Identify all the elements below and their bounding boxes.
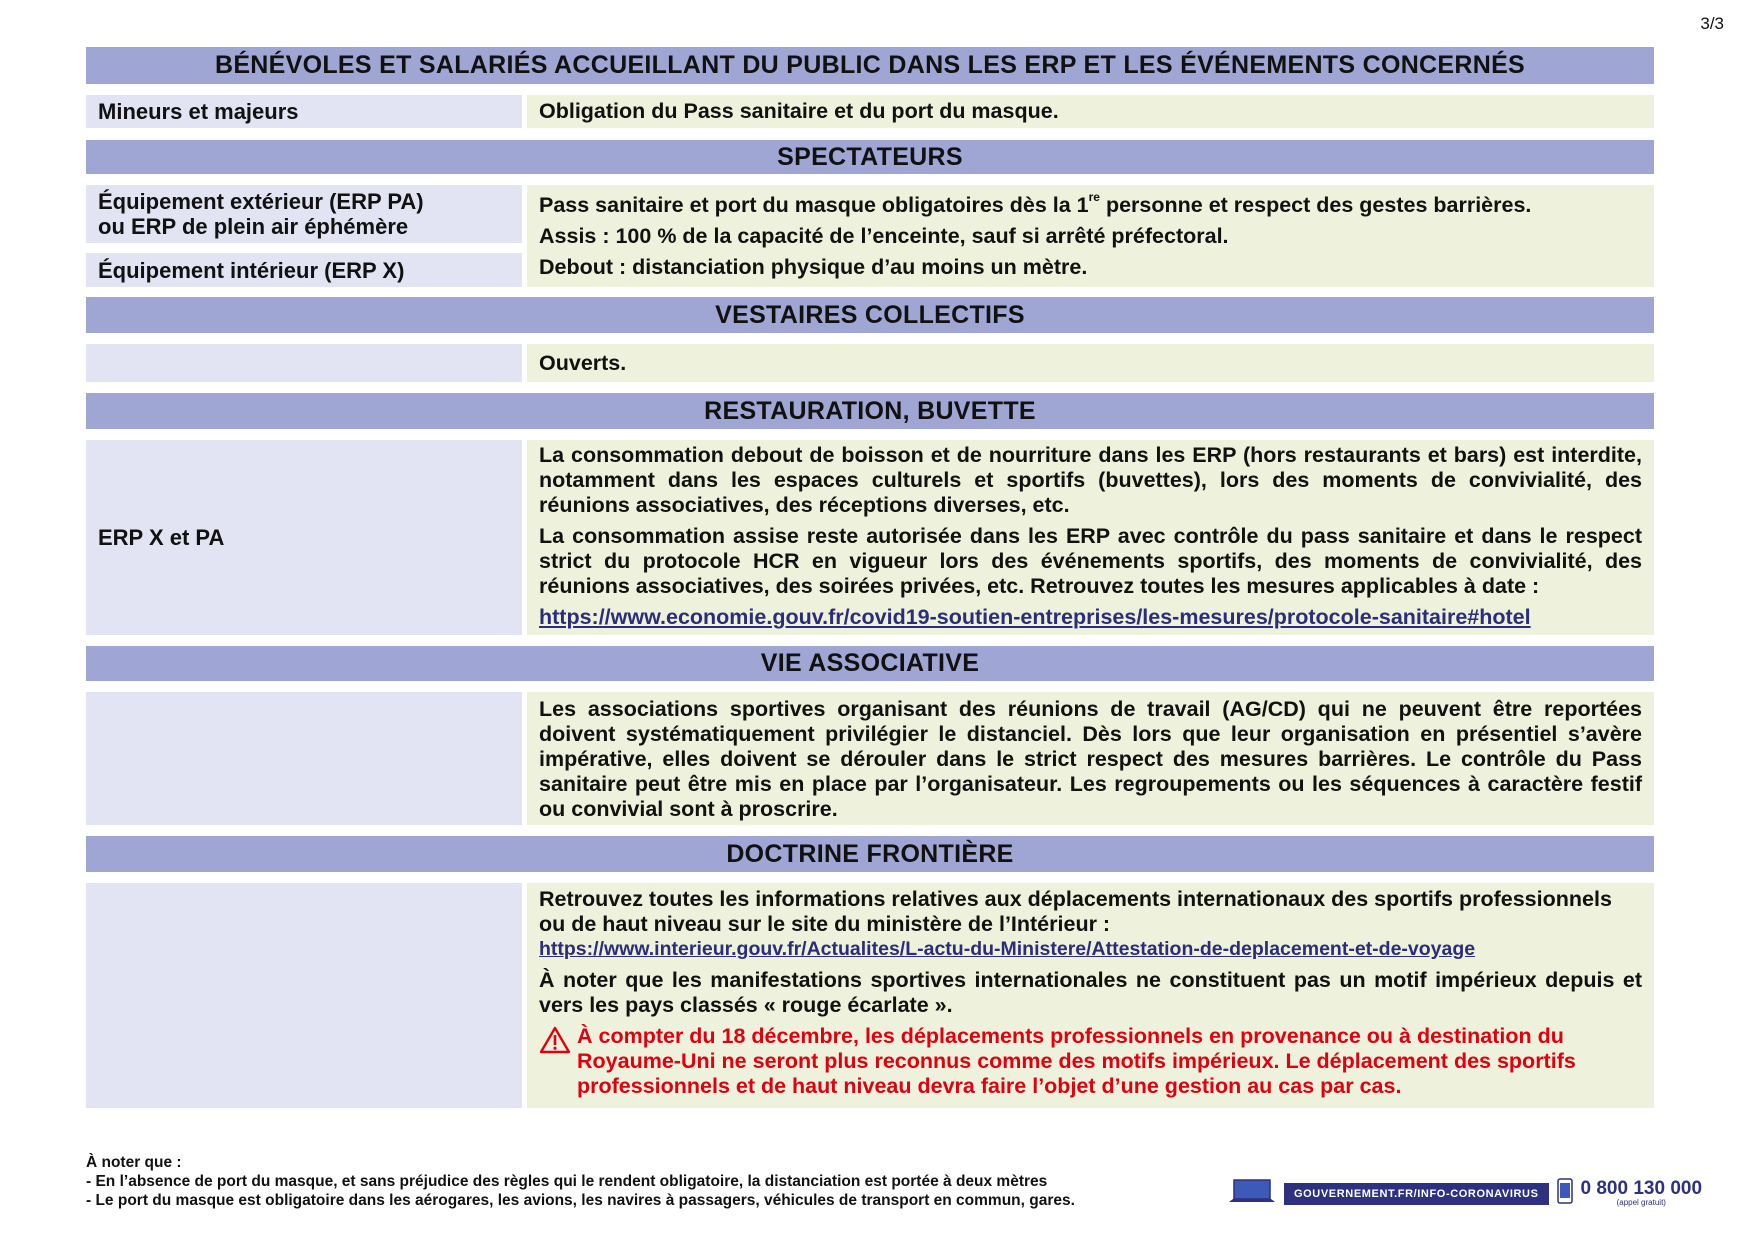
phone-number[interactable]: 0 800 130 000	[1580, 1178, 1703, 1199]
footnotes-title: À noter que :	[86, 1154, 182, 1171]
section-header-vestiaires: VESTAIRES COLLECTIFS	[86, 297, 1654, 333]
row-value-vestiaires	[527, 344, 1654, 382]
vie-associative-text: Les associations sportives organisant des réunions de travail (AG/CD) qui ne peuvent être reportées doivent systématiquement privilégier le distanciel. Dès lors que leur organisation en présentiel s’avère impérative, elles doivent se dérouler dans le strict respect des mesures barrières. Le contrôle du Pass sanitaire peut être mis en place par l’organisateur. Les regroupements ou les séquences à caractère festif ou convivial sont à proscrire.	[539, 697, 1642, 821]
footnote-item: - Le port du masque est obligatoire dans les aérogares, les avions, les navires à passagers, véhicules de transport en commun, gares.	[86, 1192, 1075, 1209]
spectateurs-rules	[527, 185, 1654, 287]
section-header-doctrine-frontiere: DOCTRINE FRONTIÈRE	[86, 836, 1654, 872]
row-label-erp-x-pa: ERP X et PA	[86, 440, 522, 635]
interieur-link[interactable]: https://www.interieur.gouv.fr/Actualites/L-actu-du-Ministere/Attestation-de-deplacement-et-de-voyage	[539, 938, 1476, 960]
section-header-benevoles: BÉNÉVOLES ET SALARIÉS ACCUEILLANT DU PUBLIC DANS LES ERP ET LES ÉVÉNEMENTS CONCERNÉS	[86, 47, 1654, 84]
footnote-item: - En l’absence de port du masque, et sans préjudice des règles qui le rendent obligatoire, la distanciation est portée à deux mètres	[86, 1173, 1048, 1190]
row-value-obligation	[527, 95, 1654, 128]
row-value-doctrine	[527, 883, 1654, 1108]
equipement-exterieur-line2: ou ERP de plein air éphémère	[98, 214, 409, 239]
section-header-spectateurs: SPECTATEURS	[86, 140, 1654, 174]
obligation-text: Obligation du Pass sanitaire et du port du masque.	[539, 99, 1059, 123]
footnotes	[86, 1153, 1075, 1210]
economie-link[interactable]: https://www.economie.gouv.fr/covid19-soutien-entreprises/les-mesures/protocole-sanitaire#hotel	[539, 605, 1531, 629]
section-header-restauration: RESTAURATION, BUVETTE	[86, 393, 1654, 429]
row-label-mineurs-majeurs: Mineurs et majeurs	[86, 95, 522, 128]
phone-note: (appel gratuit)	[1616, 1198, 1666, 1207]
row-value-restauration	[527, 440, 1654, 635]
doctrine-para-infos: Retrouvez toutes les informations relatives aux déplacements internationaux des sportifs professionnels ou de haut niveau sur le site du ministère de l’Intérieur :	[539, 887, 1612, 936]
vestiaires-text: Ouverts.	[539, 350, 627, 375]
spectateurs-line-assis: Assis : 100 % de la capacité de l’enceinte, sauf si arrêté préfectoral.	[539, 224, 1229, 248]
doctrine-para-rouge-ecarlate: À noter que les manifestations sportives internationales ne constituent pas un motif impérieux depuis et vers les pays classés « rouge écarlate ».	[539, 968, 1642, 1017]
warning-triangle-icon	[539, 1024, 571, 1099]
warning-text: À compter du 18 décembre, les déplacements professionnels en provenance ou à destination du Royaume-Uni ne seront plus reconnus comme des motifs impérieux. Le déplacement des sportifs professionnels et de haut niveau devra faire l’objet d’une gestion au cas par cas.	[577, 1024, 1576, 1098]
restauration-para-debout: La consommation debout de boisson et de nourriture dans les ERP (hors restaurants et bars) est interdite, notamment dans les espaces culturels et sportifs (buvettes), lors des moments de convivialité, des réunions associatives, des réceptions diverses, etc.	[539, 443, 1642, 517]
spectateurs-line-debout: Debout : distanciation physique d’au moins un mètre.	[539, 255, 1088, 279]
page-number: 3/3	[1700, 14, 1724, 33]
row-label-equipement-exterieur	[86, 185, 522, 243]
interieur-link-wrap[interactable]	[539, 937, 1642, 962]
gov-website-link[interactable]: GOUVERNEMENT.FR/INFO-CORONAVIRUS	[1284, 1183, 1549, 1205]
hotline	[1581, 1180, 1703, 1207]
smartphone-icon	[1557, 1178, 1573, 1209]
laptop-icon	[1228, 1178, 1276, 1209]
section-header-vie-associative: VIE ASSOCIATIVE	[86, 646, 1654, 681]
row-label-vie-associative	[86, 692, 522, 825]
row-value-vie-associative	[527, 692, 1654, 825]
equipement-exterieur-line1: Équipement extérieur (ERP PA)	[98, 189, 424, 214]
row-label-vestiaires	[86, 344, 522, 382]
spectateurs-line-pass: Pass sanitaire et port du masque obligatoires dès la 1re personne et respect des gestes barrières.	[539, 190, 1532, 217]
doctrine-warning	[539, 1024, 1642, 1099]
footer-brand	[1228, 1178, 1702, 1209]
row-label-equipement-interieur: Équipement intérieur (ERP X)	[86, 253, 522, 287]
restauration-para-assise: La consommation assise reste autorisée dans les ERP avec contrôle du pass sanitaire et dans le respect strict du protocole HCR en vigueur lors des événements sportifs, des moments de convivialité, des réunions associatives, des soirées privées, etc. Retrouvez toutes les mesures applicables à date :	[539, 524, 1642, 598]
row-label-doctrine	[86, 883, 522, 1108]
